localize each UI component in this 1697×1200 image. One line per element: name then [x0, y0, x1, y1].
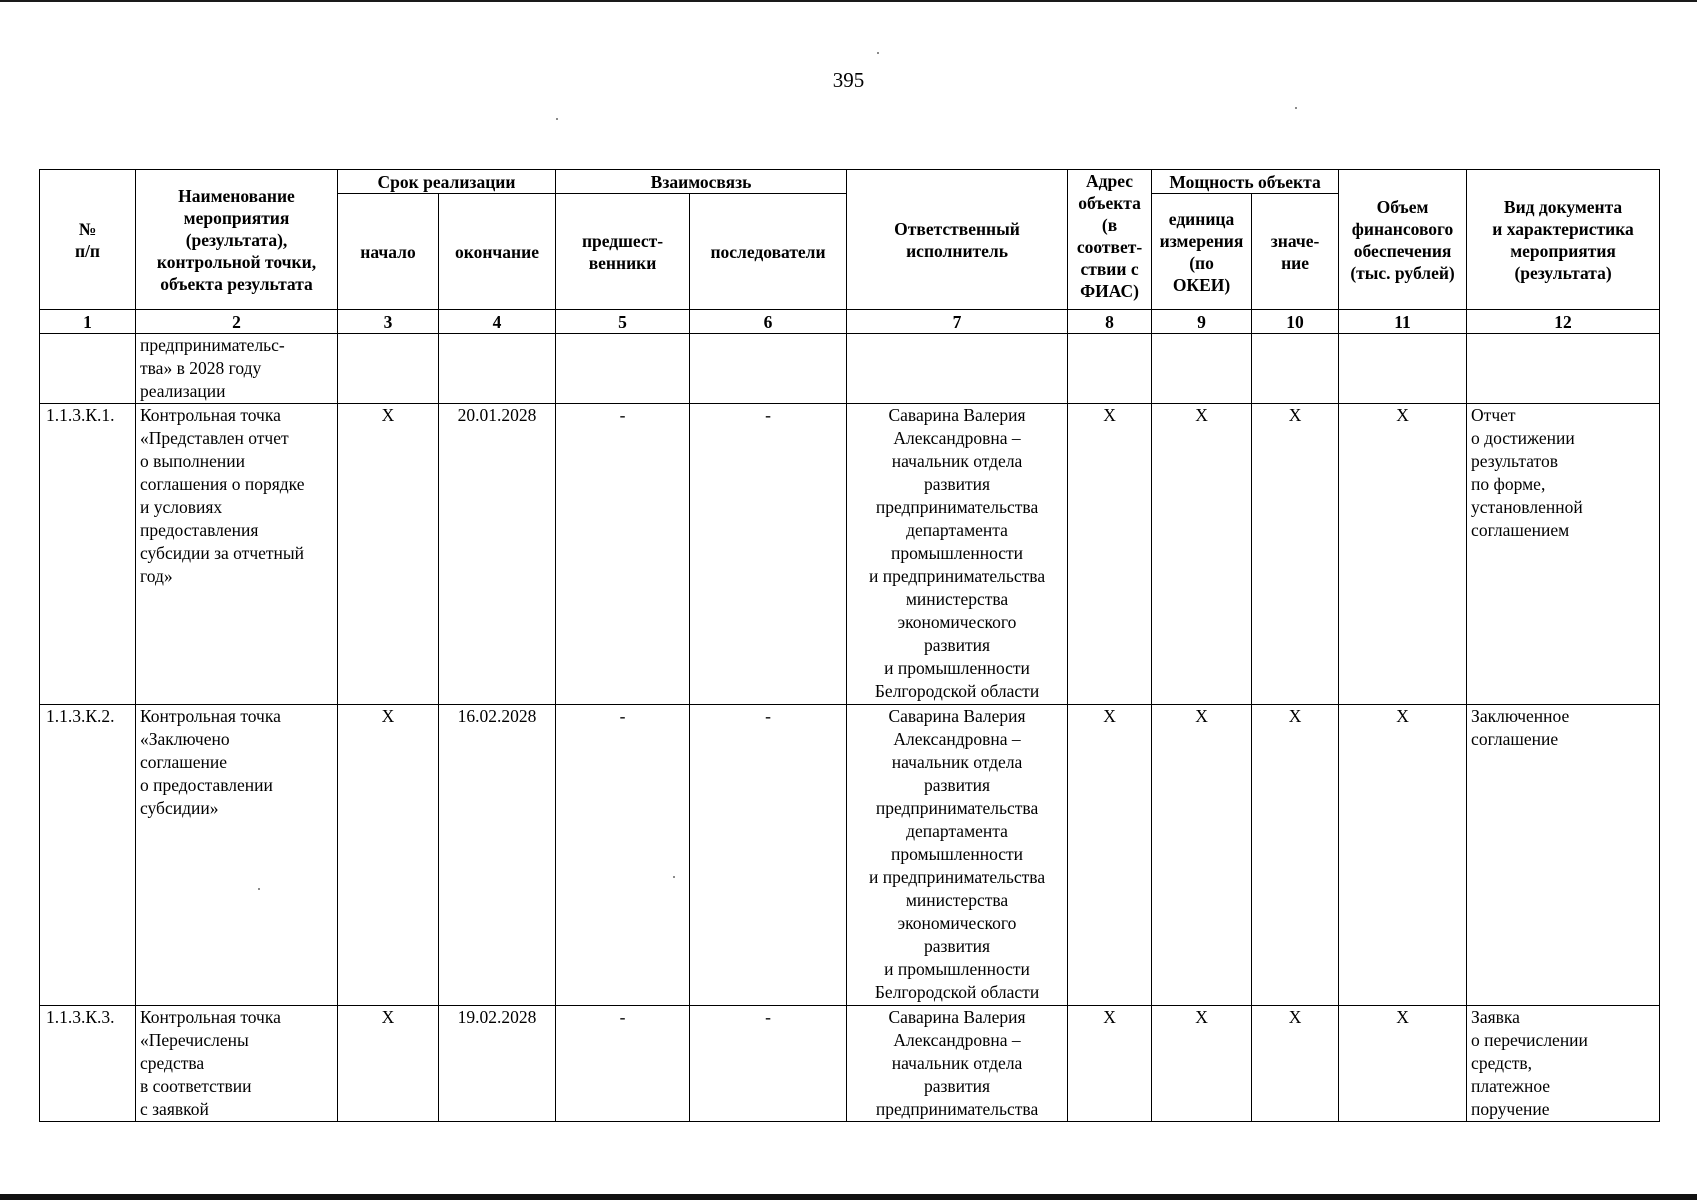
header-responsible: Ответственный исполнитель — [847, 170, 1068, 310]
continuation-name: предпринимательс- тва» в 2028 году реализации — [136, 334, 338, 404]
row-document: Заявка о перечислении средств, платежное поручение — [1467, 1006, 1660, 1122]
scan-bottom-edge — [0, 1194, 1697, 1200]
column-number: 11 — [1339, 310, 1467, 334]
row-responsible: Саварина Валерия Александровна – начальник отдела развития предпринимательства департамента промышленности и предпринимательства министерства экономического развития и промышленности Белгородской области — [847, 404, 1068, 705]
row-predecessors: - — [556, 404, 690, 705]
scan-speck — [877, 52, 879, 54]
row-unit: X — [1152, 1006, 1252, 1122]
header-document: Вид документа и характеристика мероприятия (результата) — [1467, 170, 1660, 310]
row-end: 16.02.2028 — [439, 705, 556, 1006]
row-end: 20.01.2028 — [439, 404, 556, 705]
column-number: 8 — [1068, 310, 1152, 334]
column-number: 1 — [40, 310, 136, 334]
header-start: начало — [338, 194, 439, 310]
row-value: X — [1252, 705, 1339, 1006]
row-document: Заключенное соглашение — [1467, 705, 1660, 1006]
row-name: Контрольная точка «Заключено соглашение о предоставлении субсидии» — [136, 705, 338, 1006]
column-number: 2 — [136, 310, 338, 334]
header-value: значе- ние — [1252, 194, 1339, 310]
row-successors: - — [690, 705, 847, 1006]
column-number: 3 — [338, 310, 439, 334]
plan-table — [39, 169, 1660, 1122]
column-number: 7 — [847, 310, 1068, 334]
row-value: X — [1252, 404, 1339, 705]
row-successors: - — [690, 1006, 847, 1122]
row-name: Контрольная точка «Представлен отчет о выполнении соглашения о порядке и условиях предоставления субсидии за отчетный год» — [136, 404, 338, 705]
table-row — [40, 1006, 1660, 1122]
column-number: 6 — [690, 310, 847, 334]
scan-top-edge — [0, 0, 1697, 2]
column-number: 4 — [439, 310, 556, 334]
row-end: 19.02.2028 — [439, 1006, 556, 1122]
row-document: Отчет о достижении результатов по форме, установленной соглашением — [1467, 404, 1660, 705]
row-address: X — [1068, 404, 1152, 705]
row-address: X — [1068, 1006, 1152, 1122]
header-end: окончание — [439, 194, 556, 310]
row-number: 1.1.3.К.2. — [40, 705, 136, 1006]
row-number: 1.1.3.К.1. — [40, 404, 136, 705]
column-number: 9 — [1152, 310, 1252, 334]
header-financing: Объем финансового обеспечения (тыс. рублей) — [1339, 170, 1467, 310]
column-numbers-row — [40, 310, 1660, 334]
scan-speck — [258, 888, 260, 890]
row-predecessors: - — [556, 1006, 690, 1122]
scan-speck — [673, 876, 675, 878]
row-predecessors: - — [556, 705, 690, 1006]
row-successors: - — [690, 404, 847, 705]
header-group-period: Срок реализации — [338, 170, 556, 194]
scan-speck — [556, 118, 558, 120]
header-successors: последователи — [690, 194, 847, 310]
column-number: 5 — [556, 310, 690, 334]
row-start: X — [338, 1006, 439, 1122]
row-start: X — [338, 705, 439, 1006]
row-responsible: Саварина Валерия Александровна – начальник отдела развития предпринимательства департамента промышленности и предпринимательства министерства экономического развития и промышленности Белгородской области — [847, 705, 1068, 1006]
row-value: X — [1252, 1006, 1339, 1122]
header-group-link: Взаимосвязь — [556, 170, 847, 194]
row-unit: X — [1152, 404, 1252, 705]
header-predecessors: предшест- венники — [556, 194, 690, 310]
row-address: X — [1068, 705, 1152, 1006]
row-start: X — [338, 404, 439, 705]
row-financing: X — [1339, 705, 1467, 1006]
row-number: 1.1.3.К.3. — [40, 1006, 136, 1122]
header-name: Наименование мероприятия (результата), контрольной точки, объекта результата — [136, 170, 338, 310]
row-name: Контрольная точка «Перечислены средства в соответствии с заявкой — [136, 1006, 338, 1122]
page-number: 395 — [832, 68, 865, 92]
column-number: 12 — [1467, 310, 1660, 334]
table-row — [40, 705, 1660, 1006]
row-responsible: Саварина Валерия Александровна – начальник отдела развития предпринимательства — [847, 1006, 1068, 1122]
continuation-row — [40, 334, 1660, 404]
header-number: № п/п — [40, 170, 136, 310]
header-group-capacity: Мощность объекта — [1152, 170, 1339, 194]
column-number: 10 — [1252, 310, 1339, 334]
scan-speck — [1295, 107, 1297, 109]
row-unit: X — [1152, 705, 1252, 1006]
row-financing: X — [1339, 1006, 1467, 1122]
row-financing: X — [1339, 404, 1467, 705]
header-unit: единица измерения (по ОКЕИ) — [1152, 194, 1252, 310]
header-address: Адрес объекта (в соответ- ствии с ФИАС) — [1068, 170, 1152, 310]
table-row — [40, 404, 1660, 705]
